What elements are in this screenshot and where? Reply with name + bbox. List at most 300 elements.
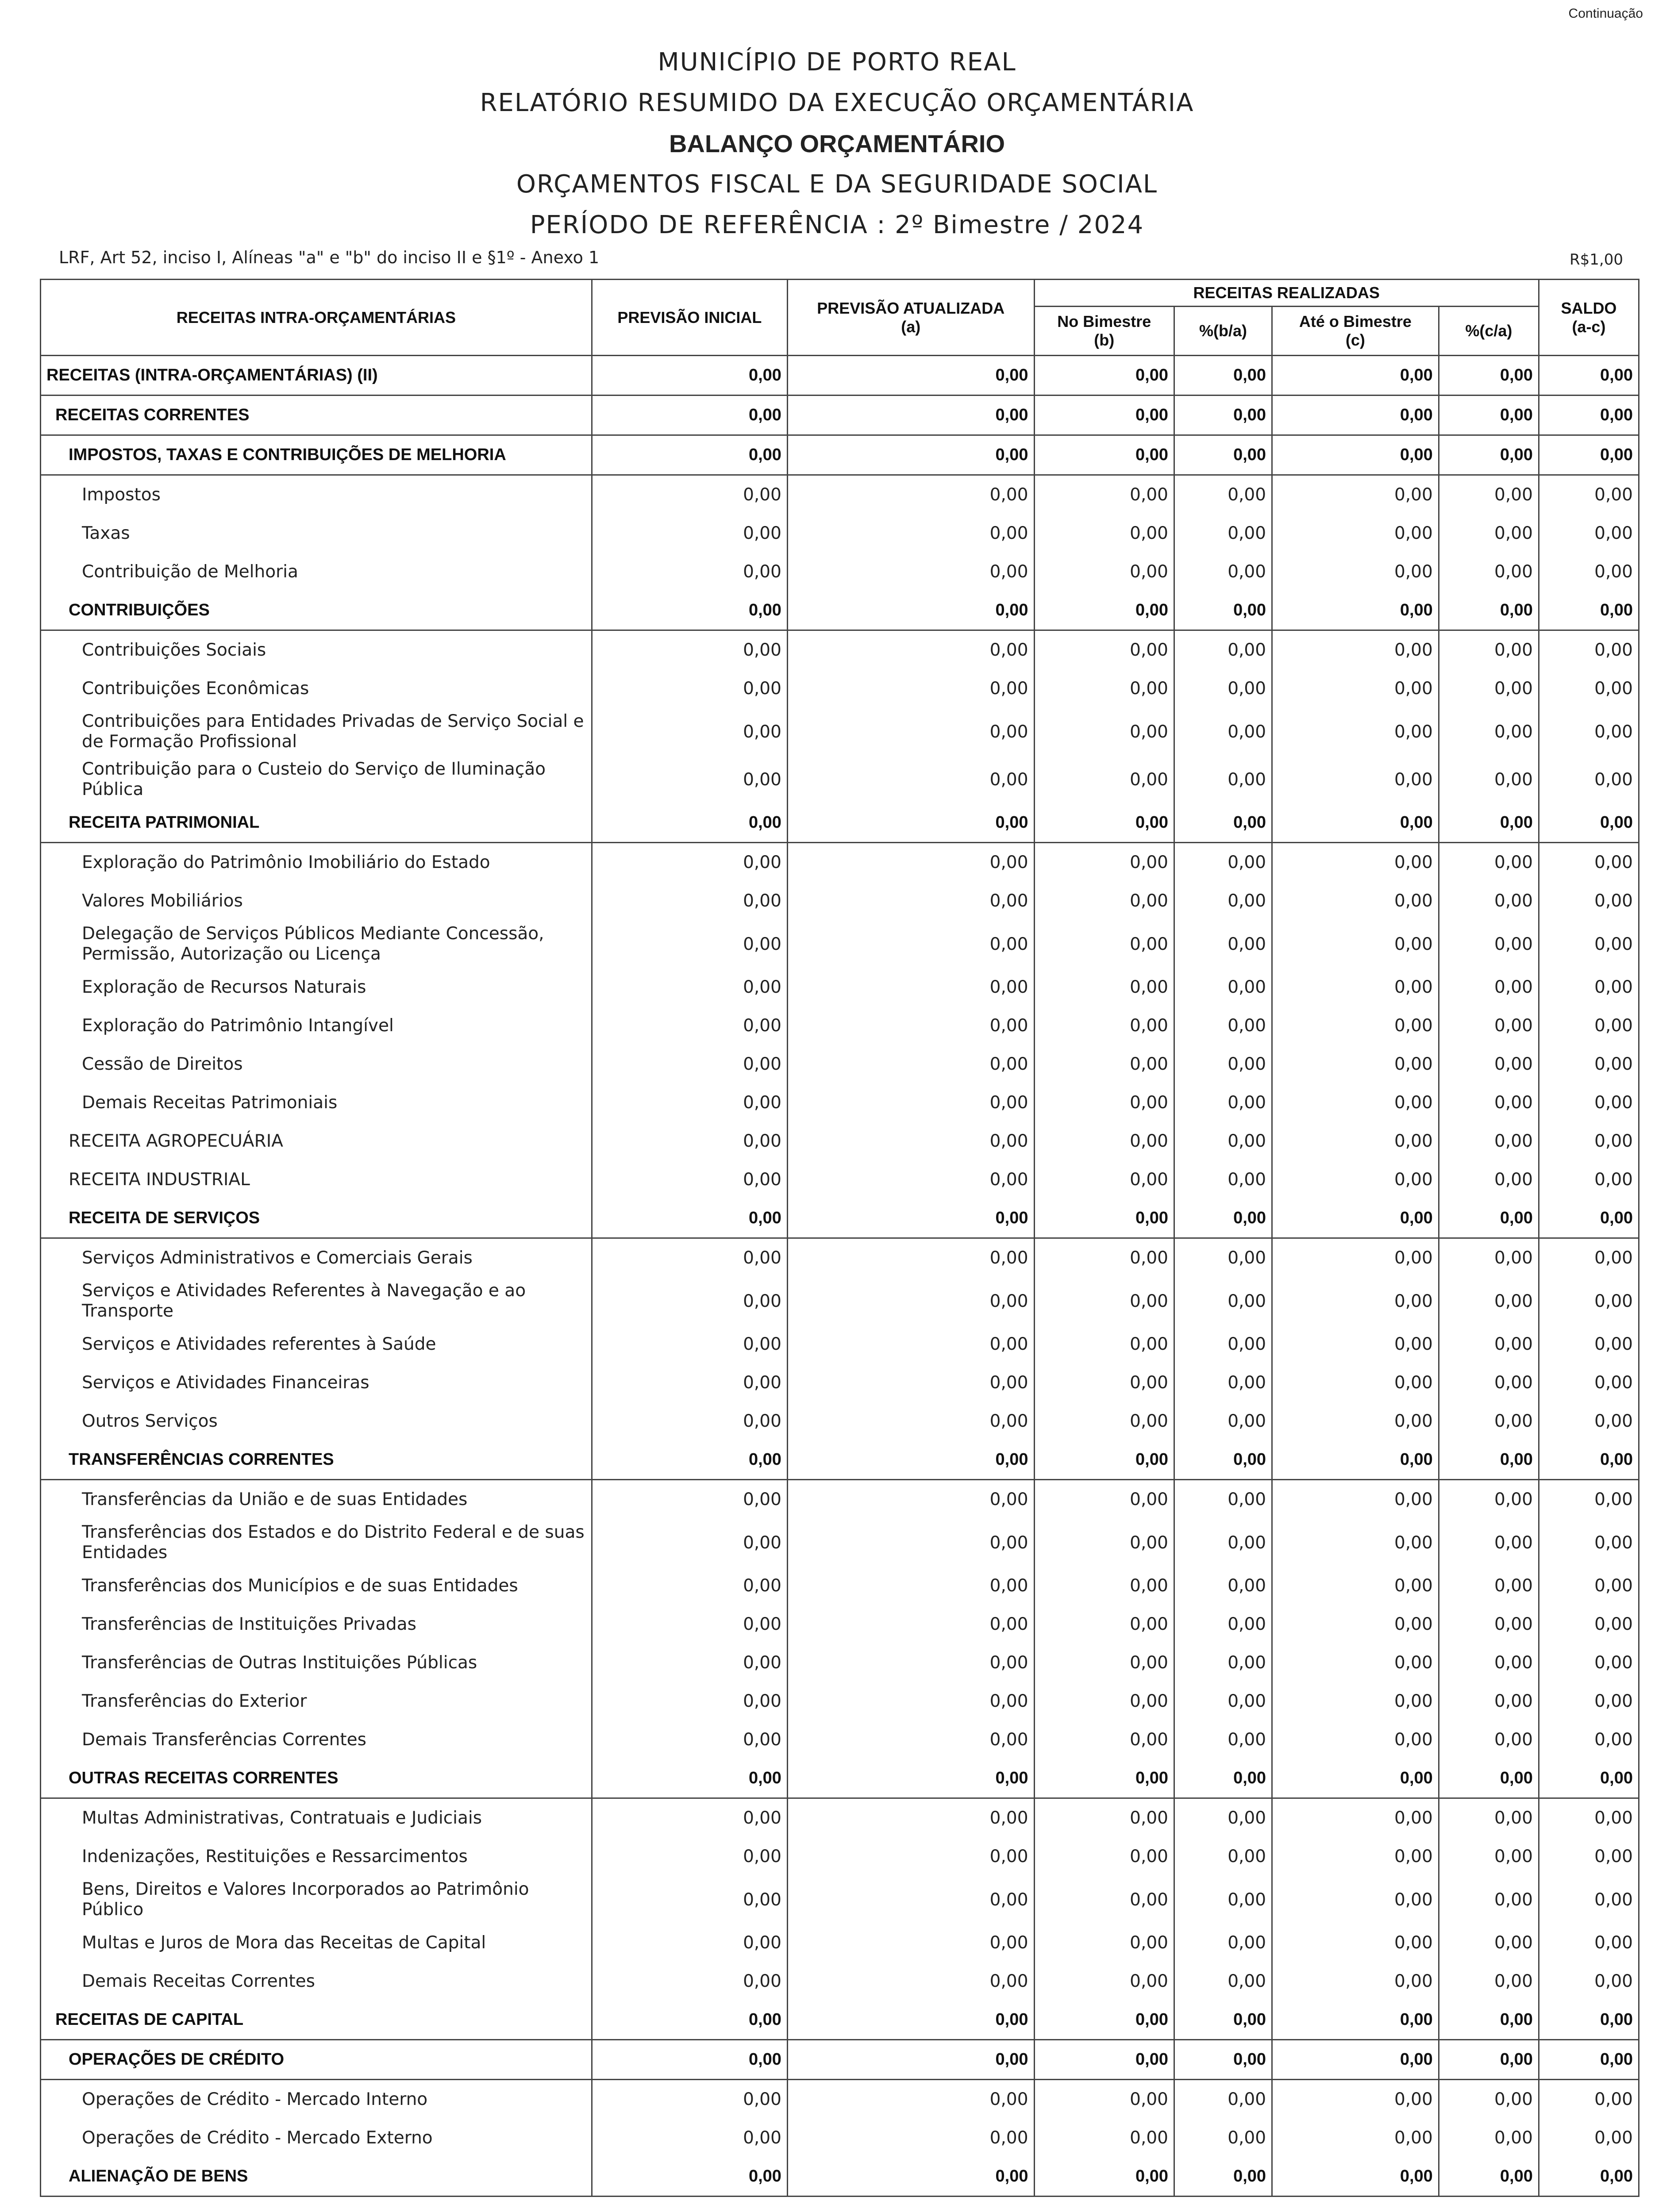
cell-ate-bimestre: 0,00	[1272, 2001, 1439, 2040]
table-row	[41, 2001, 1639, 2040]
reference-period: PERÍODO DE REFERÊNCIA : 2º Bimestre / 2024	[530, 211, 1144, 239]
cell-ate-bimestre: 0,00	[1272, 1480, 1439, 1519]
cell-pct-ba: 0,00	[1174, 1567, 1272, 1605]
table-row	[41, 435, 1639, 475]
cell-pct-ca: 0,00	[1439, 553, 1539, 591]
cell-previsao-inicial: 0,00	[592, 1480, 787, 1519]
cell-no-bimestre: 0,00	[1034, 1837, 1174, 1876]
cell-ate-bimestre: 0,00	[1272, 1876, 1439, 1924]
cell-previsao-atualizada: 0,00	[787, 1199, 1034, 1238]
budget-table	[40, 279, 1639, 2197]
cell-pct-ba: 0,00	[1174, 1480, 1272, 1519]
table-row	[41, 1363, 1639, 1402]
cell-pct-ba: 0,00	[1174, 1160, 1272, 1199]
cell-saldo: 0,00	[1539, 1644, 1639, 1682]
table-row	[41, 2040, 1639, 2080]
cell-previsao-atualizada: 0,00	[787, 396, 1034, 435]
cell-ate-bimestre: 0,00	[1272, 630, 1439, 670]
cell-pct-ba: 0,00	[1174, 1277, 1272, 1325]
cell-pct-ca: 0,00	[1439, 1238, 1539, 1278]
cell-no-bimestre: 0,00	[1034, 1519, 1174, 1567]
cell-no-bimestre: 0,00	[1034, 2119, 1174, 2157]
row-label: Indenizações, Restituições e Ressarcimentos	[41, 1837, 592, 1876]
cell-saldo: 0,00	[1539, 356, 1639, 396]
cell-pct-ca: 0,00	[1439, 630, 1539, 670]
cell-pct-ca: 0,00	[1439, 803, 1539, 843]
cell-saldo: 0,00	[1539, 920, 1639, 968]
cell-pct-ca: 0,00	[1439, 1122, 1539, 1160]
cell-saldo: 0,00	[1539, 1837, 1639, 1876]
row-label: Operações de Crédito - Mercado Externo	[41, 2119, 592, 2157]
table-row	[41, 1402, 1639, 1440]
cell-pct-ba: 0,00	[1174, 1238, 1272, 1278]
header-pct-ca: %(c/a)	[1439, 307, 1539, 356]
cell-previsao-atualizada: 0,00	[787, 1567, 1034, 1605]
cell-saldo: 0,00	[1539, 1759, 1639, 1798]
table-row	[41, 1440, 1639, 1480]
cell-pct-ca: 0,00	[1439, 1644, 1539, 1682]
cell-pct-ca: 0,00	[1439, 1720, 1539, 1759]
cell-no-bimestre: 0,00	[1034, 1480, 1174, 1519]
cell-previsao-atualizada: 0,00	[787, 1325, 1034, 1363]
cell-saldo: 0,00	[1539, 843, 1639, 882]
cell-saldo: 0,00	[1539, 2119, 1639, 2157]
cell-previsao-atualizada: 0,00	[787, 1962, 1034, 2001]
cell-previsao-inicial: 0,00	[592, 1924, 787, 1962]
cell-saldo: 0,00	[1539, 1160, 1639, 1199]
header-ate-bimestre	[1272, 307, 1439, 356]
cell-pct-ca: 0,00	[1439, 669, 1539, 708]
cell-previsao-atualizada: 0,00	[787, 1440, 1034, 1480]
cell-no-bimestre: 0,00	[1034, 1160, 1174, 1199]
cell-previsao-atualizada: 0,00	[787, 803, 1034, 843]
table-row	[41, 2080, 1639, 2119]
cell-ate-bimestre: 0,00	[1272, 514, 1439, 553]
cell-previsao-inicial: 0,00	[592, 1837, 787, 1876]
table-row	[41, 475, 1639, 515]
cell-ate-bimestre: 0,00	[1272, 2040, 1439, 2080]
cell-pct-ba: 0,00	[1174, 2080, 1272, 2119]
row-label: Serviços Administrativos e Comerciais Gerais	[41, 1238, 592, 1278]
cell-previsao-atualizada: 0,00	[787, 1924, 1034, 1962]
table-row	[41, 803, 1639, 843]
cell-previsao-inicial: 0,00	[592, 968, 787, 1006]
cell-previsao-atualizada: 0,00	[787, 882, 1034, 920]
cell-no-bimestre: 0,00	[1034, 882, 1174, 920]
cell-ate-bimestre: 0,00	[1272, 1605, 1439, 1644]
cell-no-bimestre: 0,00	[1034, 669, 1174, 708]
row-label: Contribuição de Melhoria	[41, 553, 592, 591]
table-row	[41, 1006, 1639, 1045]
header-saldo-code: (a-c)	[1572, 317, 1606, 336]
cell-saldo: 0,00	[1539, 630, 1639, 670]
row-label: Exploração do Patrimônio Intangível	[41, 1006, 592, 1045]
table-row	[41, 630, 1639, 670]
cell-ate-bimestre: 0,00	[1272, 1682, 1439, 1720]
cell-no-bimestre: 0,00	[1034, 2040, 1174, 2080]
row-label: Serviços e Atividades Financeiras	[41, 1363, 592, 1402]
row-label: Exploração de Recursos Naturais	[41, 968, 592, 1006]
cell-ate-bimestre: 0,00	[1272, 1924, 1439, 1962]
cell-ate-bimestre: 0,00	[1272, 553, 1439, 591]
cell-ate-bimestre: 0,00	[1272, 1798, 1439, 1838]
cell-saldo: 0,00	[1539, 1006, 1639, 1045]
table-row	[41, 1567, 1639, 1605]
cell-saldo: 0,00	[1539, 1519, 1639, 1567]
cell-ate-bimestre: 0,00	[1272, 1006, 1439, 1045]
cell-previsao-inicial: 0,00	[592, 882, 787, 920]
table-row	[41, 591, 1639, 630]
cell-no-bimestre: 0,00	[1034, 1759, 1174, 1798]
cell-pct-ca: 0,00	[1439, 1876, 1539, 1924]
row-label: Contribuições para Entidades Privadas de Serviço Social e de Formação Profissional	[41, 708, 592, 756]
cell-previsao-inicial: 0,00	[592, 396, 787, 435]
cell-saldo: 0,00	[1539, 1199, 1639, 1238]
cell-previsao-atualizada: 0,00	[787, 1720, 1034, 1759]
cell-no-bimestre: 0,00	[1034, 553, 1174, 591]
cell-previsao-inicial: 0,00	[592, 1519, 787, 1567]
cell-saldo: 0,00	[1539, 1122, 1639, 1160]
cell-ate-bimestre: 0,00	[1272, 1644, 1439, 1682]
cell-pct-ba: 0,00	[1174, 1440, 1272, 1480]
cell-pct-ca: 0,00	[1439, 882, 1539, 920]
cell-ate-bimestre: 0,00	[1272, 1519, 1439, 1567]
cell-no-bimestre: 0,00	[1034, 1045, 1174, 1083]
table-row	[41, 1238, 1639, 1278]
cell-pct-ba: 0,00	[1174, 1325, 1272, 1363]
cell-no-bimestre: 0,00	[1034, 1798, 1174, 1838]
cell-pct-ca: 0,00	[1439, 1605, 1539, 1644]
cell-saldo: 0,00	[1539, 1962, 1639, 2001]
cell-pct-ca: 0,00	[1439, 1480, 1539, 1519]
report-subtitle: BALANÇO ORÇAMENTÁRIO	[669, 130, 1005, 157]
cell-ate-bimestre: 0,00	[1272, 1363, 1439, 1402]
cell-ate-bimestre: 0,00	[1272, 2119, 1439, 2157]
cell-previsao-inicial: 0,00	[592, 2157, 787, 2197]
cell-pct-ba: 0,00	[1174, 1837, 1272, 1876]
cell-saldo: 0,00	[1539, 669, 1639, 708]
cell-pct-ba: 0,00	[1174, 756, 1272, 803]
cell-previsao-atualizada: 0,00	[787, 2040, 1034, 2080]
row-label: Bens, Direitos e Valores Incorporados ao Patrimônio Público	[41, 1876, 592, 1924]
cell-previsao-atualizada: 0,00	[787, 514, 1034, 553]
table-row	[41, 1876, 1639, 1924]
cell-pct-ba: 0,00	[1174, 1798, 1272, 1838]
cell-saldo: 0,00	[1539, 1325, 1639, 1363]
cell-pct-ca: 0,00	[1439, 2040, 1539, 2080]
row-label: Multas Administrativas, Contratuais e Judiciais	[41, 1798, 592, 1838]
cell-previsao-atualizada: 0,00	[787, 708, 1034, 756]
row-label: Contribuições Sociais	[41, 630, 592, 670]
cell-ate-bimestre: 0,00	[1272, 708, 1439, 756]
table-row	[41, 1045, 1639, 1083]
cell-saldo: 0,00	[1539, 1045, 1639, 1083]
cell-ate-bimestre: 0,00	[1272, 1160, 1439, 1199]
cell-pct-ba: 0,00	[1174, 1083, 1272, 1122]
cell-previsao-atualizada: 0,00	[787, 553, 1034, 591]
cell-saldo: 0,00	[1539, 882, 1639, 920]
cell-previsao-inicial: 0,00	[592, 553, 787, 591]
cell-previsao-atualizada: 0,00	[787, 1644, 1034, 1682]
cell-previsao-inicial: 0,00	[592, 591, 787, 630]
cell-saldo: 0,00	[1539, 1277, 1639, 1325]
header-previsao-inicial: PREVISÃO INICIAL	[592, 280, 787, 356]
report-titles	[0, 42, 1674, 246]
cell-previsao-inicial: 0,00	[592, 1798, 787, 1838]
cell-pct-ca: 0,00	[1439, 1798, 1539, 1838]
cell-previsao-inicial: 0,00	[592, 1682, 787, 1720]
row-label: Operações de Crédito - Mercado Interno	[41, 2080, 592, 2119]
cell-pct-ba: 0,00	[1174, 1402, 1272, 1440]
cell-previsao-inicial: 0,00	[592, 1006, 787, 1045]
cell-pct-ca: 0,00	[1439, 1363, 1539, 1402]
cell-ate-bimestre: 0,00	[1272, 1720, 1439, 1759]
currency-unit: R$1,00	[1570, 251, 1623, 269]
cell-saldo: 0,00	[1539, 1605, 1639, 1644]
cell-previsao-atualizada: 0,00	[787, 1759, 1034, 1798]
row-label: ALIENAÇÃO DE BENS	[41, 2157, 592, 2197]
cell-pct-ca: 0,00	[1439, 1199, 1539, 1238]
cell-pct-ca: 0,00	[1439, 1083, 1539, 1122]
cell-pct-ca: 0,00	[1439, 475, 1539, 515]
cell-pct-ca: 0,00	[1439, 1519, 1539, 1567]
cell-previsao-inicial: 0,00	[592, 803, 787, 843]
cell-ate-bimestre: 0,00	[1272, 1837, 1439, 1876]
cell-ate-bimestre: 0,00	[1272, 1277, 1439, 1325]
header-no-bimestre-code: (b)	[1094, 331, 1115, 349]
row-label: TRANSFERÊNCIAS CORRENTES	[41, 1440, 592, 1480]
cell-no-bimestre: 0,00	[1034, 803, 1174, 843]
cell-previsao-inicial: 0,00	[592, 756, 787, 803]
cell-previsao-inicial: 0,00	[592, 1876, 787, 1924]
cell-ate-bimestre: 0,00	[1272, 843, 1439, 882]
cell-previsao-inicial: 0,00	[592, 1083, 787, 1122]
cell-no-bimestre: 0,00	[1034, 1720, 1174, 1759]
cell-no-bimestre: 0,00	[1034, 1006, 1174, 1045]
cell-ate-bimestre: 0,00	[1272, 756, 1439, 803]
table-row	[41, 514, 1639, 553]
cell-previsao-atualizada: 0,00	[787, 1605, 1034, 1644]
row-label: Contribuição para o Custeio do Serviço de Iluminação Pública	[41, 756, 592, 803]
cell-previsao-atualizada: 0,00	[787, 1045, 1034, 1083]
table-row	[41, 2157, 1639, 2197]
cell-pct-ba: 0,00	[1174, 882, 1272, 920]
cell-ate-bimestre: 0,00	[1272, 1238, 1439, 1278]
row-label: Demais Receitas Correntes	[41, 1962, 592, 2001]
cell-previsao-atualizada: 0,00	[787, 1238, 1034, 1278]
table-row	[41, 1962, 1639, 2001]
table-row	[41, 1682, 1639, 1720]
cell-previsao-atualizada: 0,00	[787, 356, 1034, 396]
cell-ate-bimestre: 0,00	[1272, 1083, 1439, 1122]
cell-pct-ba: 0,00	[1174, 1644, 1272, 1682]
cell-pct-ba: 0,00	[1174, 669, 1272, 708]
cell-ate-bimestre: 0,00	[1272, 396, 1439, 435]
cell-saldo: 0,00	[1539, 1238, 1639, 1278]
cell-previsao-inicial: 0,00	[592, 1238, 787, 1278]
cell-previsao-inicial: 0,00	[592, 514, 787, 553]
cell-pct-ba: 0,00	[1174, 2001, 1272, 2040]
cell-previsao-inicial: 0,00	[592, 1962, 787, 2001]
cell-ate-bimestre: 0,00	[1272, 803, 1439, 843]
table-row	[41, 756, 1639, 803]
cell-saldo: 0,00	[1539, 1682, 1639, 1720]
cell-previsao-inicial: 0,00	[592, 1160, 787, 1199]
row-label: Transferências dos Municípios e de suas Entidades	[41, 1567, 592, 1605]
cell-pct-ca: 0,00	[1439, 1924, 1539, 1962]
cell-saldo: 0,00	[1539, 2080, 1639, 2119]
table-row	[41, 1798, 1639, 1838]
cell-no-bimestre: 0,00	[1034, 843, 1174, 882]
cell-previsao-atualizada: 0,00	[787, 1519, 1034, 1567]
cell-previsao-inicial: 0,00	[592, 1122, 787, 1160]
table-row	[41, 1759, 1639, 1798]
cell-pct-ca: 0,00	[1439, 2157, 1539, 2197]
cell-previsao-atualizada: 0,00	[787, 475, 1034, 515]
cell-pct-ca: 0,00	[1439, 1440, 1539, 1480]
table-body	[41, 356, 1639, 2197]
cell-pct-ba: 0,00	[1174, 1199, 1272, 1238]
row-label: OUTRAS RECEITAS CORRENTES	[41, 1759, 592, 1798]
row-label: Cessão de Direitos	[41, 1045, 592, 1083]
header-saldo-label: SALDO	[1561, 299, 1617, 317]
cell-pct-ca: 0,00	[1439, 1567, 1539, 1605]
cell-saldo: 0,00	[1539, 396, 1639, 435]
cell-ate-bimestre: 0,00	[1272, 2080, 1439, 2119]
cell-pct-ba: 0,00	[1174, 1363, 1272, 1402]
table-row	[41, 1720, 1639, 1759]
cell-pct-ba: 0,00	[1174, 591, 1272, 630]
cell-previsao-inicial: 0,00	[592, 1759, 787, 1798]
cell-previsao-inicial: 0,00	[592, 475, 787, 515]
cell-previsao-inicial: 0,00	[592, 1363, 787, 1402]
cell-pct-ca: 0,00	[1439, 968, 1539, 1006]
cell-pct-ba: 0,00	[1174, 514, 1272, 553]
cell-pct-ca: 0,00	[1439, 843, 1539, 882]
row-label: Taxas	[41, 514, 592, 553]
row-label: Valores Mobiliários	[41, 882, 592, 920]
cell-pct-ba: 0,00	[1174, 708, 1272, 756]
table-row	[41, 553, 1639, 591]
row-label: RECEITA DE SERVIÇOS	[41, 1199, 592, 1238]
cell-previsao-atualizada: 0,00	[787, 968, 1034, 1006]
cell-previsao-inicial: 0,00	[592, 843, 787, 882]
cell-pct-ca: 0,00	[1439, 1962, 1539, 2001]
table-row	[41, 708, 1639, 756]
table-row	[41, 1325, 1639, 1363]
row-label: Exploração do Patrimônio Imobiliário do Estado	[41, 843, 592, 882]
cell-no-bimestre: 0,00	[1034, 1083, 1174, 1122]
row-label: Transferências dos Estados e do Distrito Federal e de suas Entidades	[41, 1519, 592, 1567]
cell-pct-ba: 0,00	[1174, 630, 1272, 670]
continuation-label: Continuação	[1568, 6, 1643, 21]
row-label: Multas e Juros de Mora das Receitas de Capital	[41, 1924, 592, 1962]
cell-no-bimestre: 0,00	[1034, 1876, 1174, 1924]
row-label: RECEITAS (INTRA-ORÇAMENTÁRIAS) (II)	[41, 356, 592, 396]
cell-pct-ba: 0,00	[1174, 1682, 1272, 1720]
cell-saldo: 0,00	[1539, 968, 1639, 1006]
cell-no-bimestre: 0,00	[1034, 1644, 1174, 1682]
cell-pct-ca: 0,00	[1439, 591, 1539, 630]
cell-previsao-atualizada: 0,00	[787, 1277, 1034, 1325]
table-row	[41, 2119, 1639, 2157]
cell-saldo: 0,00	[1539, 1440, 1639, 1480]
cell-no-bimestre: 0,00	[1034, 1363, 1174, 1402]
cell-pct-ca: 0,00	[1439, 920, 1539, 968]
row-label: Outros Serviços	[41, 1402, 592, 1440]
cell-previsao-inicial: 0,00	[592, 356, 787, 396]
cell-pct-ca: 0,00	[1439, 1006, 1539, 1045]
cell-previsao-atualizada: 0,00	[787, 435, 1034, 475]
cell-saldo: 0,00	[1539, 1402, 1639, 1440]
cell-previsao-inicial: 0,00	[592, 1567, 787, 1605]
cell-pct-ca: 0,00	[1439, 1277, 1539, 1325]
table-row	[41, 1277, 1639, 1325]
cell-no-bimestre: 0,00	[1034, 1199, 1174, 1238]
cell-previsao-atualizada: 0,00	[787, 843, 1034, 882]
cell-pct-ca: 0,00	[1439, 1837, 1539, 1876]
cell-no-bimestre: 0,00	[1034, 1567, 1174, 1605]
cell-saldo: 0,00	[1539, 1480, 1639, 1519]
cell-ate-bimestre: 0,00	[1272, 356, 1439, 396]
row-label: RECEITAS DE CAPITAL	[41, 2001, 592, 2040]
cell-previsao-atualizada: 0,00	[787, 1083, 1034, 1122]
row-label: CONTRIBUIÇÕES	[41, 591, 592, 630]
cell-saldo: 0,00	[1539, 591, 1639, 630]
cell-saldo: 0,00	[1539, 803, 1639, 843]
row-label: Serviços e Atividades referentes à Saúde	[41, 1325, 592, 1363]
cell-saldo: 0,00	[1539, 1363, 1639, 1402]
cell-previsao-atualizada: 0,00	[787, 1363, 1034, 1402]
cell-previsao-inicial: 0,00	[592, 669, 787, 708]
table-row	[41, 396, 1639, 435]
cell-ate-bimestre: 0,00	[1272, 591, 1439, 630]
cell-pct-ca: 0,00	[1439, 514, 1539, 553]
cell-pct-ca: 0,00	[1439, 2080, 1539, 2119]
cell-pct-ba: 0,00	[1174, 396, 1272, 435]
table-row	[41, 920, 1639, 968]
cell-ate-bimestre: 0,00	[1272, 1567, 1439, 1605]
cell-pct-ba: 0,00	[1174, 843, 1272, 882]
cell-ate-bimestre: 0,00	[1272, 1759, 1439, 1798]
cell-pct-ca: 0,00	[1439, 756, 1539, 803]
cell-saldo: 0,00	[1539, 1798, 1639, 1838]
cell-saldo: 0,00	[1539, 708, 1639, 756]
header-no-bimestre	[1034, 307, 1174, 356]
cell-no-bimestre: 0,00	[1034, 968, 1174, 1006]
cell-pct-ba: 0,00	[1174, 803, 1272, 843]
cell-no-bimestre: 0,00	[1034, 2080, 1174, 2119]
cell-ate-bimestre: 0,00	[1272, 1045, 1439, 1083]
cell-previsao-inicial: 0,00	[592, 1199, 787, 1238]
row-label: OPERAÇÕES DE CRÉDITO	[41, 2040, 592, 2080]
cell-no-bimestre: 0,00	[1034, 591, 1174, 630]
cell-saldo: 0,00	[1539, 2001, 1639, 2040]
cell-no-bimestre: 0,00	[1034, 708, 1174, 756]
cell-previsao-inicial: 0,00	[592, 630, 787, 670]
cell-previsao-inicial: 0,00	[592, 920, 787, 968]
cell-no-bimestre: 0,00	[1034, 1277, 1174, 1325]
cell-ate-bimestre: 0,00	[1272, 1122, 1439, 1160]
cell-saldo: 0,00	[1539, 1083, 1639, 1122]
cell-saldo: 0,00	[1539, 756, 1639, 803]
row-label: Transferências de Instituições Privadas	[41, 1605, 592, 1644]
cell-pct-ca: 0,00	[1439, 1045, 1539, 1083]
table-row	[41, 1480, 1639, 1519]
cell-previsao-atualizada: 0,00	[787, 1480, 1034, 1519]
report-name: RELATÓRIO RESUMIDO DA EXECUÇÃO ORÇAMENTÁRIA	[480, 88, 1194, 117]
row-label: Impostos	[41, 475, 592, 515]
